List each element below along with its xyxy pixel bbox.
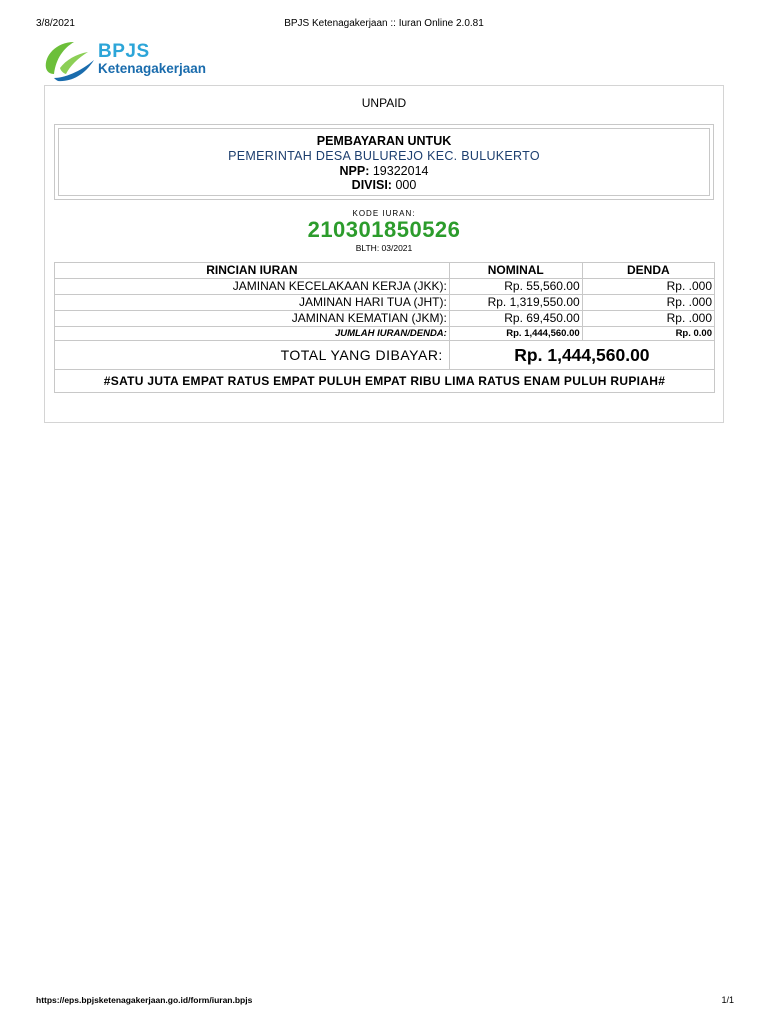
- page-title: BPJS Ketenagakerjaan :: Iuran Online 2.0.81: [284, 18, 484, 29]
- divisi-label: DIVISI:: [351, 178, 392, 192]
- table-row: [55, 279, 715, 295]
- logo-text-bpjs: BPJS: [98, 41, 150, 62]
- npp-value: 19322014: [372, 164, 429, 178]
- row-denda: Rp. .000: [582, 279, 714, 295]
- payment-for-box: [54, 124, 714, 200]
- sum-label: JUMLAH IURAN/DENDA:: [55, 327, 450, 341]
- payment-for-title: PEMBAYARAN UNTUK: [316, 134, 452, 148]
- header-rincian: RINCIAN IURAN: [55, 263, 450, 279]
- bpjs-logo: [42, 38, 222, 82]
- invoice-card: [44, 85, 724, 423]
- total-row: [55, 341, 715, 370]
- row-nominal: Rp. 69,450.00: [449, 311, 582, 327]
- npp-label: NPP:: [339, 164, 370, 178]
- amount-in-words: #SATU JUTA EMPAT RATUS EMPAT PULUH EMPAT RIBU LIMA RATUS ENAM PULUH RUPIAH#: [55, 370, 715, 393]
- contribution-table: [54, 262, 715, 393]
- page-number: 1/1: [721, 995, 734, 1005]
- header-nominal: NOMINAL: [449, 263, 582, 279]
- kode-iuran-label: KODE IURAN:: [352, 209, 416, 218]
- blth-period: BLTH: 03/2021: [355, 243, 413, 253]
- bpjs-logo-icon: [42, 38, 98, 82]
- print-date: 3/8/2021: [36, 18, 75, 29]
- row-label: JAMINAN KEMATIAN (JKM):: [55, 311, 450, 327]
- total-value: Rp. 1,444,560.00: [449, 341, 714, 370]
- row-nominal: Rp. 1,319,550.00: [449, 295, 582, 311]
- sum-nominal: Rp. 1,444,560.00: [449, 327, 582, 341]
- logo-text-ketenagakerjaan: Ketenagakerjaan: [98, 61, 207, 76]
- row-denda: Rp. .000: [582, 295, 714, 311]
- divisi-line: [59, 178, 709, 192]
- page-url: https://eps.bpjsketenagakerjaan.go.id/form/iuran.bpjs: [36, 995, 253, 1005]
- sum-denda: Rp. 0.00: [582, 327, 714, 341]
- payment-status: UNPAID: [361, 96, 407, 110]
- table-row: [55, 295, 715, 311]
- row-nominal: Rp. 55,560.00: [449, 279, 582, 295]
- table-header-row: [55, 263, 715, 279]
- sum-row: [55, 327, 715, 341]
- total-label: TOTAL YANG DIBAYAR:: [55, 341, 450, 370]
- npp-line: [59, 164, 709, 178]
- row-label: JAMINAN KECELAKAAN KERJA (JKK):: [55, 279, 450, 295]
- employer-name: PEMERINTAH DESA BULUREJO KEC. BULUKERTO: [228, 149, 540, 163]
- divisi-value: 000: [395, 178, 417, 192]
- amount-in-words-row: [55, 370, 715, 393]
- header-denda: DENDA: [582, 263, 714, 279]
- table-row: [55, 311, 715, 327]
- kode-iuran-value: 210301850526: [307, 217, 461, 242]
- row-denda: Rp. .000: [582, 311, 714, 327]
- row-label: JAMINAN HARI TUA (JHT):: [55, 295, 450, 311]
